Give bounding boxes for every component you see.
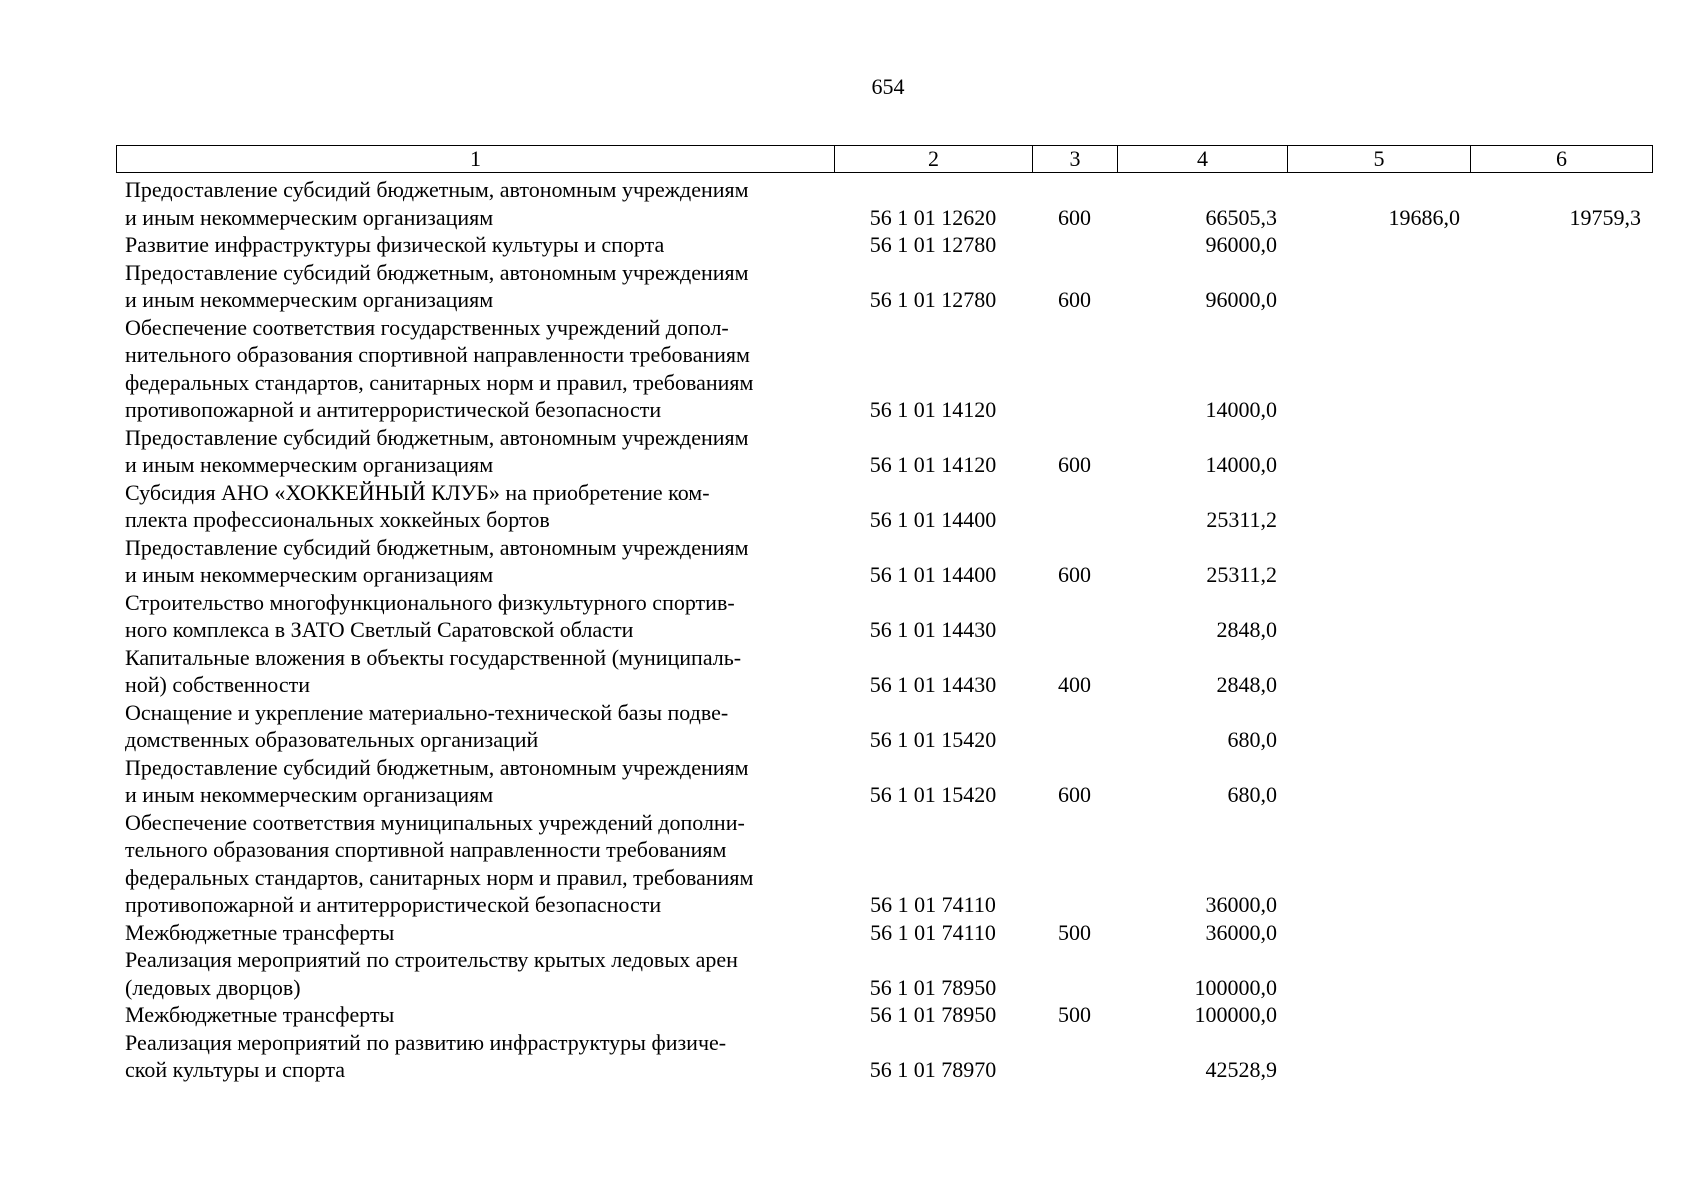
row-name-line: ской культуры и спорта [125, 1057, 345, 1082]
row-amount-col4: 14000,0 [1205, 452, 1277, 477]
row-name [116, 919, 834, 947]
row-amount-col5: 19686,0 [1388, 204, 1460, 230]
table-row [116, 314, 1653, 424]
table-row [116, 754, 1653, 809]
row-name-line: домственных образовательных организаций [125, 727, 539, 752]
row-name [116, 946, 834, 1001]
table-row [116, 231, 1653, 259]
row-expense-type: 600 [1058, 452, 1091, 477]
table-body [116, 176, 1653, 1084]
row-code: 56 1 01 12620 [869, 204, 997, 230]
table-row [116, 1001, 1653, 1029]
row-name-line: и иным некоммерческим организациям [125, 287, 494, 312]
row-name-line: Межбюджетные трансферты [125, 1002, 395, 1027]
row-name [116, 424, 834, 479]
row-name-line: Межбюджетные трансферты [125, 919, 395, 945]
row-name-line: и иным некоммерческим организациям [125, 204, 494, 230]
row-name-line: федеральных стандартов, санитарных норм и правил, требованиям [125, 369, 754, 395]
row-amount-col4: 2848,0 [1216, 672, 1277, 697]
row-name-line: Развитие инфраструктуры физической культуры и спорта [125, 232, 665, 257]
row-name [116, 589, 834, 644]
row-code: 56 1 01 14120 [869, 397, 997, 422]
row-amount-col4: 680,0 [1227, 782, 1277, 807]
page-number: 654 [871, 74, 905, 99]
row-amount-col4: 42528,9 [1205, 1057, 1277, 1082]
row-name [116, 231, 834, 259]
row-name [116, 259, 834, 314]
row-name-line: и иным некоммерческим организациям [125, 782, 494, 807]
column-header-1: 1 [117, 146, 835, 172]
table-row [116, 259, 1653, 314]
row-name-line: Капитальные вложения в объекты государственной (муниципаль- [125, 644, 742, 670]
row-code: 56 1 01 74110 [870, 919, 996, 945]
row-name-line: Оснащение и укрепление материально-технической базы подве- [125, 699, 729, 725]
row-name-line: Предоставление субсидий бюджетным, автономным учреждениям [125, 424, 749, 450]
row-code: 56 1 01 78950 [869, 974, 997, 1000]
row-name-line: тельного образования спортивной направленности требованиям [125, 837, 727, 862]
row-name-line: Реализация мероприятий по строительству крытых ледовых арен [125, 947, 738, 972]
row-name [116, 809, 834, 919]
table-row [116, 424, 1653, 479]
row-name-line: (ледовых дворцов) [125, 974, 301, 1000]
row-amount-col4: 25311,2 [1206, 507, 1277, 532]
row-name [116, 534, 834, 589]
row-amount-col4: 100000,0 [1194, 974, 1277, 1000]
row-name-line: ной) собственности [125, 672, 310, 697]
row-code: 56 1 01 14430 [869, 617, 997, 642]
table-row [116, 644, 1653, 699]
column-header-3: 3 [1033, 146, 1118, 172]
row-name [116, 644, 834, 699]
row-expense-type: 600 [1058, 562, 1091, 587]
row-name-line: Строительство многофункционального физкультурного спортив- [125, 589, 735, 615]
table-row [116, 176, 1653, 231]
row-expense-type: 600 [1058, 204, 1091, 230]
table-row [116, 946, 1653, 1001]
row-name [116, 754, 834, 809]
row-name-line: нительного образования спортивной направленности требованиям [125, 342, 750, 367]
row-name-line: Предоставление субсидий бюджетным, автономным учреждениям [125, 754, 749, 780]
table-row [116, 534, 1653, 589]
row-expense-type: 400 [1058, 672, 1091, 697]
table-row [116, 919, 1653, 947]
row-name [116, 479, 834, 534]
row-name [116, 314, 834, 424]
row-code: 56 1 01 12780 [869, 287, 997, 312]
column-header-4: 4 [1118, 146, 1288, 172]
row-name-line: противопожарной и антитеррористической безопасности [125, 397, 662, 422]
row-amount-col4: 96000,0 [1205, 232, 1277, 257]
row-amount-col4: 2848,0 [1216, 617, 1277, 642]
row-amount-col4: 66505,3 [1205, 204, 1277, 230]
table-row [116, 699, 1653, 754]
row-expense-type: 600 [1058, 782, 1091, 807]
table-row [116, 479, 1653, 534]
row-name-line: плекта профессиональных хоккейных бортов [125, 507, 550, 532]
row-amount-col4: 36000,0 [1205, 892, 1277, 917]
row-code: 56 1 01 74110 [870, 892, 996, 917]
column-header-6: 6 [1556, 146, 1567, 171]
row-code: 56 1 01 14400 [869, 507, 997, 532]
row-name [116, 176, 834, 231]
row-code: 56 1 01 12780 [869, 232, 997, 257]
row-name [116, 699, 834, 754]
row-name-line: Реализация мероприятий по развитию инфраструктуры физиче- [125, 1029, 727, 1055]
row-code: 56 1 01 14430 [869, 672, 997, 697]
row-code: 56 1 01 78950 [869, 1002, 997, 1027]
row-name-line: Субсидия АНО «ХОККЕЙНЫЙ КЛУБ» на приобретение ком- [125, 479, 710, 505]
row-amount-col4: 680,0 [1227, 727, 1277, 752]
row-code: 56 1 01 14120 [869, 452, 997, 477]
row-amount-col4: 100000,0 [1194, 1002, 1277, 1027]
row-name [116, 1001, 834, 1029]
row-name-line: Предоставление субсидий бюджетным, автономным учреждениям [125, 534, 749, 560]
row-expense-type: 500 [1058, 1002, 1091, 1027]
row-name-line: федеральных стандартов, санитарных норм и правил, требованиям [125, 864, 754, 890]
table-row [116, 809, 1653, 919]
row-amount-col4: 25311,2 [1206, 562, 1277, 587]
row-code: 56 1 01 15420 [869, 782, 997, 807]
row-code: 56 1 01 78970 [869, 1057, 997, 1082]
row-name-line: и иным некоммерческим организациям [125, 562, 494, 587]
column-header-2: 2 [835, 146, 1033, 172]
row-name-line: Предоставление субсидий бюджетным, автономным учреждениям [125, 177, 749, 202]
row-name-line: Предоставление субсидий бюджетным, автономным учреждениям [125, 259, 749, 285]
row-name-line: противопожарной и антитеррористической безопасности [125, 892, 662, 917]
row-amount-col4: 36000,0 [1205, 919, 1277, 945]
row-name-line: Обеспечение соответствия муниципальных учреждений дополни- [125, 809, 745, 835]
row-name-line: ного комплекса в ЗАТО Светлый Саратовской области [125, 617, 634, 642]
table-header-row [116, 145, 1653, 173]
row-amount-col4: 96000,0 [1205, 287, 1277, 312]
table-row [116, 589, 1653, 644]
table-row [116, 1029, 1653, 1084]
row-name-line: Обеспечение соответствия государственных учреждений допол- [125, 314, 729, 340]
row-code: 56 1 01 14400 [869, 562, 997, 587]
row-name-line: и иным некоммерческим организациям [125, 452, 494, 477]
column-header-5: 5 [1288, 146, 1471, 172]
row-expense-type: 500 [1058, 919, 1091, 945]
row-name [116, 1029, 834, 1084]
row-code: 56 1 01 15420 [869, 727, 997, 752]
row-amount-col4: 14000,0 [1205, 397, 1277, 422]
row-expense-type: 600 [1058, 287, 1091, 312]
row-amount-col6: 19759,3 [1569, 204, 1641, 230]
